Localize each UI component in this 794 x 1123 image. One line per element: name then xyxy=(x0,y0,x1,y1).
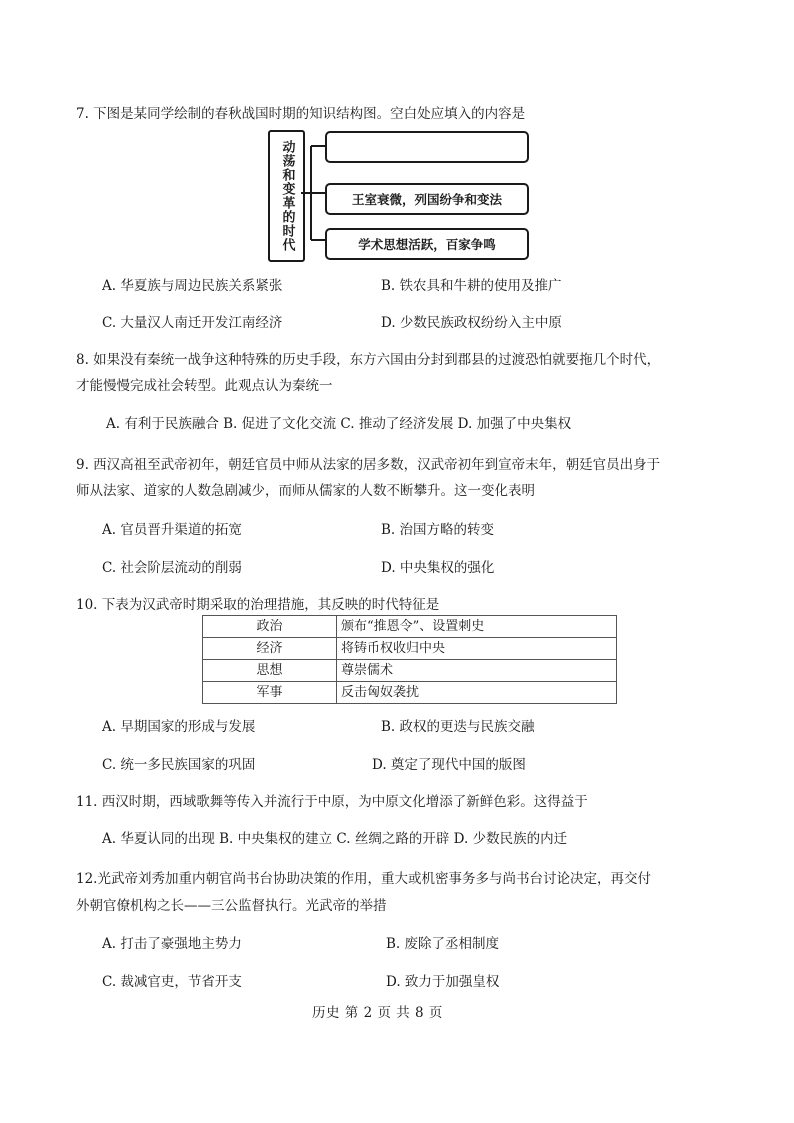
q10-option-b[interactable]: B. 政权的更迭与民族交融 xyxy=(381,719,535,735)
q9-option-a[interactable]: A. 官员晋升渠道的拓宽 xyxy=(102,522,242,538)
page-footer: 历史 第 2 页 共 8 页 xyxy=(312,1005,443,1021)
q12-option-d[interactable]: D. 致力于加强皇权 xyxy=(386,974,500,990)
table-cell-measure: 颁布“推恩令”、设置刺史 xyxy=(337,616,617,638)
table-row xyxy=(203,616,617,638)
q8-stem-line: 才能慢慢完成社会转型。此观点认为秦统一 xyxy=(76,378,333,394)
q10-option-a[interactable]: A. 早期国家的形成与发展 xyxy=(102,719,256,735)
table-row xyxy=(203,660,617,682)
q10-option-d[interactable]: D. 奠定了现代中国的版图 xyxy=(372,757,526,773)
q10-stem: 10. 下表为汉武帝时期采取的治理措施，其反映的时代特征是 xyxy=(76,597,440,613)
table-cell-field: 经济 xyxy=(203,638,337,660)
q11-stem: 11. 西汉时期，西域歌舞等传入并流行于中原，为中原文化增添了新鲜色彩。这得益于 xyxy=(76,794,588,810)
table-cell-measure: 反击匈奴袭扰 xyxy=(337,682,617,704)
diagram-branch-box: 学术思想活跃，百家争鸣 xyxy=(325,228,529,260)
q9-option-d[interactable]: D. 中央集权的强化 xyxy=(381,560,495,576)
diagram-bracket xyxy=(301,143,327,243)
q11-options[interactable]: A. 华夏认同的出现 B. 中央集权的建立 C. 丝绸之路的开辟 D. 少数民族的内迁 xyxy=(102,831,568,847)
q12-option-c[interactable]: C. 裁减官吏，节省开支 xyxy=(102,974,242,990)
diagram-branch-box: 王室衰微，列国纷争和变法 xyxy=(325,183,529,215)
q8-options[interactable]: A. 有利于民族融合 B. 促进了文化交流 C. 推动了经济发展 D. 加强了中央集权 xyxy=(106,416,572,432)
table-cell-field: 军事 xyxy=(203,682,337,704)
q12-option-a[interactable]: A. 打击了豪强地主势力 xyxy=(102,936,242,952)
q9-option-c[interactable]: C. 社会阶层流动的削弱 xyxy=(102,560,242,576)
q9-option-b[interactable]: B. 治国方略的转变 xyxy=(381,522,495,538)
q9-stem-line: 师从法家、道家的人数急剧减少，而师从儒家的人数不断攀升。这一变化表明 xyxy=(76,483,535,499)
table-cell-measure: 尊崇儒术 xyxy=(337,660,617,682)
diagram-blank-box xyxy=(325,131,529,163)
q12-stem-line: 外朝官僚机构之长——三公监督执行。光武帝的举措 xyxy=(76,898,387,914)
q7-option-d[interactable]: D. 少数民族政权纷纷入主中原 xyxy=(381,315,562,331)
table-cell-field: 政治 xyxy=(203,616,337,638)
q8-stem-line: 8. 如果没有秦统一战争这种特殊的历史手段，东方六国由分封到郡县的过渡恐怕就要拖几个时代， xyxy=(76,352,661,368)
q7-option-b[interactable]: B. 铁农具和牛耕的使用及推广 xyxy=(381,278,562,294)
diagram-root-label: 动荡和变革的时代 xyxy=(279,140,295,252)
policy-table xyxy=(202,615,617,704)
q7-option-c[interactable]: C. 大量汉人南迁开发江南经济 xyxy=(102,315,283,331)
q7-option-a[interactable]: A. 华夏族与周边民族关系紧张 xyxy=(102,278,283,294)
table-row xyxy=(203,682,617,704)
q7-stem: 7. 下图是某同学绘制的春秋战国时期的知识结构图。空白处应填入的内容是 xyxy=(76,106,526,122)
q10-option-c[interactable]: C. 统一多民族国家的巩固 xyxy=(102,757,256,773)
table-cell-field: 思想 xyxy=(203,660,337,682)
diagram-root-box xyxy=(268,130,305,262)
table-cell-measure: 将铸币权收归中央 xyxy=(337,638,617,660)
q12-stem-line: 12.光武帝刘秀加重内朝官尚书台协助决策的作用，重大或机密事务多与尚书台讨论决定，再交付 xyxy=(76,871,651,887)
table-row xyxy=(203,638,617,660)
q9-stem-line: 9. 西汉高祖至武帝初年，朝廷官员中师从法家的居多数，汉武帝初年到宣帝末年，朝廷官员出身于 xyxy=(76,457,661,473)
q12-option-b[interactable]: B. 废除了丞相制度 xyxy=(386,936,500,952)
